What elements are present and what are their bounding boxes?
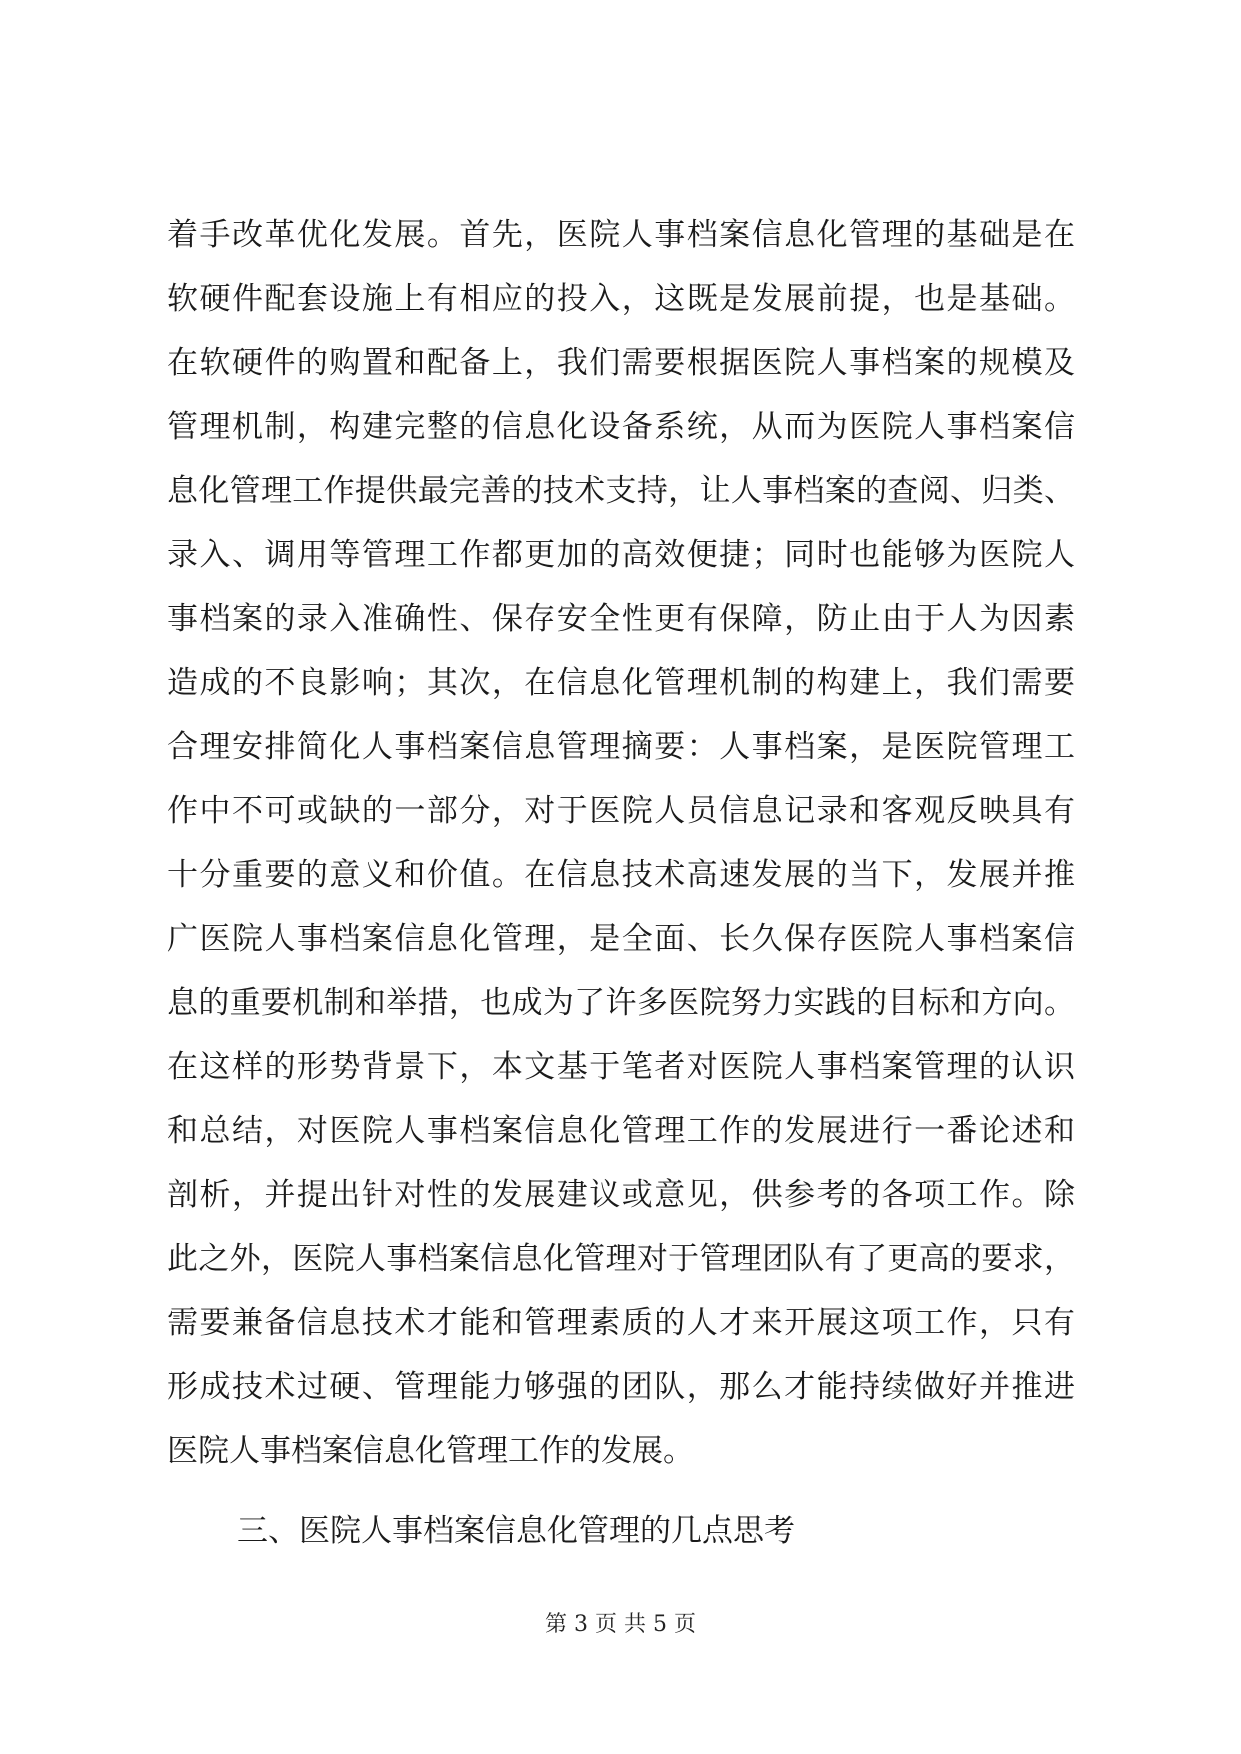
text-line: 医院人事档案信息化管理工作的发展。 [167,1433,694,1469]
text-line: 录入、调用等管理工作都更加的高效便捷；同时也能够为医院人 [167,537,1075,573]
body-paragraph [167,203,1075,1483]
section-heading: 三、医院人事档案信息化管理的几点思考 [237,1513,795,1549]
text-line: 在这样的形势背景下，本文基于笔者对医院人事档案管理的认识 [167,1049,1075,1085]
text-line: 此之外，医院人事档案信息化管理对于管理团队有了更高的要求， [167,1241,1075,1277]
text-line: 在软硬件的购置和配备上，我们需要根据医院人事档案的规模及 [167,345,1075,381]
text-line: 广医院人事档案信息化管理，是全面、长久保存医院人事档案信 [167,921,1075,957]
text-line: 管理机制，构建完整的信息化设备系统，从而为医院人事档案信 [167,409,1075,445]
text-line: 着手改革优化发展。首先，医院人事档案信息化管理的基础是在 [167,217,1075,253]
text-line: 息的重要机制和举措，也成为了许多医院努力实践的目标和方向。 [167,985,1075,1021]
text-line: 作中不可或缺的一部分，对于医院人员信息记录和客观反映具有 [167,793,1075,829]
text-line: 十分重要的意义和价值。在信息技术高速发展的当下，发展并推 [167,857,1075,893]
text-line: 事档案的录入准确性、保存安全性更有保障，防止由于人为因素 [167,601,1075,637]
text-line: 软硬件配套设施上有相应的投入，这既是发展前提，也是基础。 [167,281,1075,317]
page-footer: 第 3 页 共 5 页 [545,1612,696,1637]
text-line: 合理安排简化人事档案信息管理摘要：人事档案，是医院管理工 [167,729,1075,765]
text-line: 息化管理工作提供最完善的技术支持，让人事档案的查阅、归类、 [167,473,1075,509]
text-line: 剖析，并提出针对性的发展建议或意见，供参考的各项工作。除 [167,1177,1075,1213]
text-line: 形成技术过硬、管理能力够强的团队，那么才能持续做好并推进 [167,1369,1075,1405]
text-line: 造成的不良影响；其次，在信息化管理机制的构建上，我们需要 [167,665,1075,701]
text-line: 需要兼备信息技术才能和管理素质的人才来开展这项工作，只有 [167,1305,1075,1341]
text-line: 和总结，对医院人事档案信息化管理工作的发展进行一番论述和 [167,1113,1075,1149]
